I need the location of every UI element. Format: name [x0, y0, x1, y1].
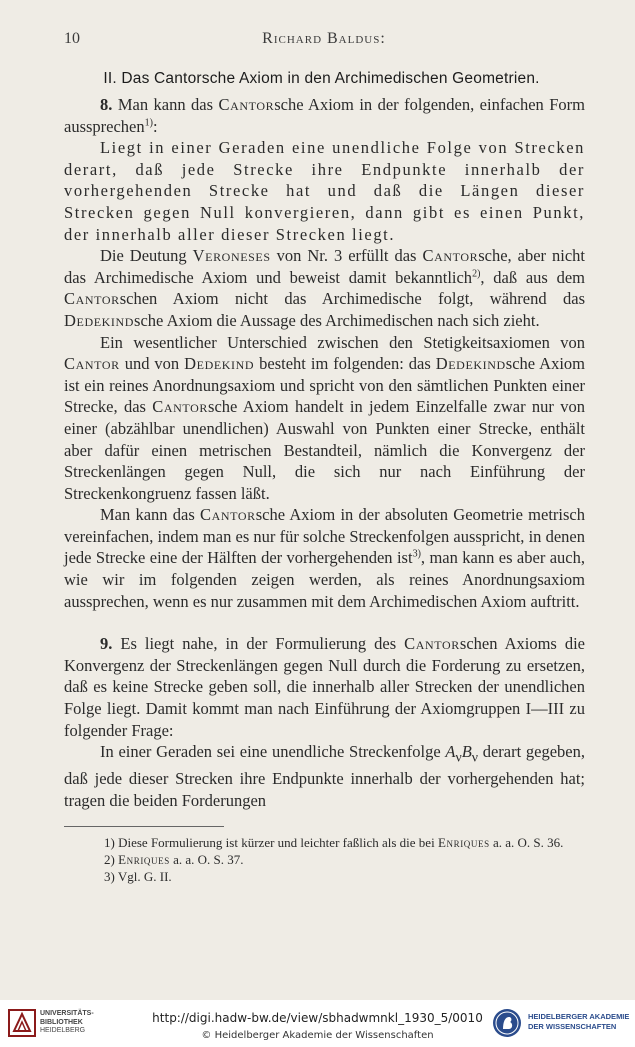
academy-seal-icon[interactable]: [492, 1008, 522, 1038]
section-title: II. Das Cantorsche Axiom in den Archimedischen Geometrien.: [103, 70, 540, 87]
university-library-name[interactable]: UNIVERSITÄTS- BIBLIOTHEK HEIDELBERG: [40, 1010, 94, 1034]
footnote-3: 3) Vgl. G. II.: [104, 869, 172, 884]
footnote-rule: [64, 826, 224, 827]
running-title: Richard Baldus:: [262, 30, 386, 47]
paragraph-veronese: Die Deutung Veroneses von Nr. 3 erfüllt das Cantorsche, aber nicht das Archimedische Axiom und beweist damit bekanntlich$^{2)}$, daß aus dem Cantorschen Axiom nicht das Archimedische folgt, während das Dedekindsche Axiom die Aussage des Archimedischen nach sich zieht.: [64, 246, 585, 330]
paragraph-sequence: In einer Geraden sei eine unendliche Streckenfolge $A_\nu B_\nu$ derart gegeben, daß jede dieser Strecken ihre Endpunkte innerhalb der vorhergehenden hat; tragen die beiden Forderungen: [64, 742, 585, 810]
footnote-ref-3[interactable]: 3): [412, 548, 421, 560]
viewer-footer: [0, 1000, 635, 1047]
permalink-url[interactable]: http://digi.hadw-bw.de/view/sbhadwmnkl_1930_5/0010: [152, 1011, 483, 1025]
paragraph-difference: Ein wesentlicher Unterschied zwischen den Stetigkeitsaxiomen von Cantor und von Dedekind besteht im folgenden: das Dedekindsche Axiom ist ein reines Anordnungsaxiom und spricht von den sämtlichen Punkten einer Strecke, das Cantorsche Axiom handelt in jedem Einzelfalle zwar nur von einer (abzählbar unendlichen) Auswahl von Punkten einer Strecke, enthält aber dafür einen metrischen Bestandteil, nämlich die Konvergenz der Streckenlängen gegen Null, die sich nur nach Einführung der Streckenkongruenz fassen läßt.: [64, 332, 585, 503]
footnotes: [64, 834, 585, 885]
footnote-2: 2) Enriques a. a. O. S. 37.: [104, 852, 244, 867]
copyright-notice: © Heidelberger Akademie der Wissenschaften: [201, 1030, 434, 1041]
footnote-ref-1[interactable]: 1): [144, 117, 153, 129]
page-number: 10: [64, 30, 80, 47]
body-text: [64, 94, 585, 811]
paragraph-9-intro: 9. Es liegt nahe, in der Formulierung des Cantorschen Axioms die Konvergenz der Streckenlängen gegen Null durch die Forderung zu ersetzen, daß es keine Strecke geben soll, die innerhalb aller Strecken der unendlichen Folge liegt. Damit kommt man nach Einführung der Axiomgruppen I—III zu folgender Frage:: [64, 634, 585, 740]
academy-name[interactable]: HEIDELBERGER AKADEMIE DER WISSENSCHAFTEN: [528, 1012, 630, 1031]
paragraph-8-intro: 8. Man kann das Cantorsche Axiom in der folgenden, einfachen Form aussprechen$^{1)}$:: [64, 95, 585, 136]
cantor-axiom-statement: Liegt in einer Geraden eine unendliche Folge von Strecken derart, daß jede Strecke ihre Endpunkte innerhalb der vorhergehenden Strecke hat und daß die Längen dieser Strecken gegen Null konvergieren, dann gibt es einen Punkt, der innerhalb aller dieser Strecken liegt.: [64, 138, 585, 244]
paragraph-simplification: Man kann das Cantorsche Axiom in der absoluten Geometrie metrisch vereinfachen, indem man es nur für solche Streckenfolgen ausspricht, in denen jede Strecke eine der Hälften der vorhergehenden ist$^{3)}$, man kann es aber auch, wie wir im folgenden zeigen werden, als reines Anordnungsaxiom aussprechen, wenn es nur zusammen mit dem Archimedischen Axiom auftritt.: [64, 505, 586, 611]
footnote-1: 1) Diese Formulierung ist kürzer und leichter faßlich als die bei Enriques a. a. O. S. 36.: [104, 835, 564, 850]
running-header: [64, 30, 584, 50]
footnote-ref-2[interactable]: 2): [472, 268, 481, 280]
